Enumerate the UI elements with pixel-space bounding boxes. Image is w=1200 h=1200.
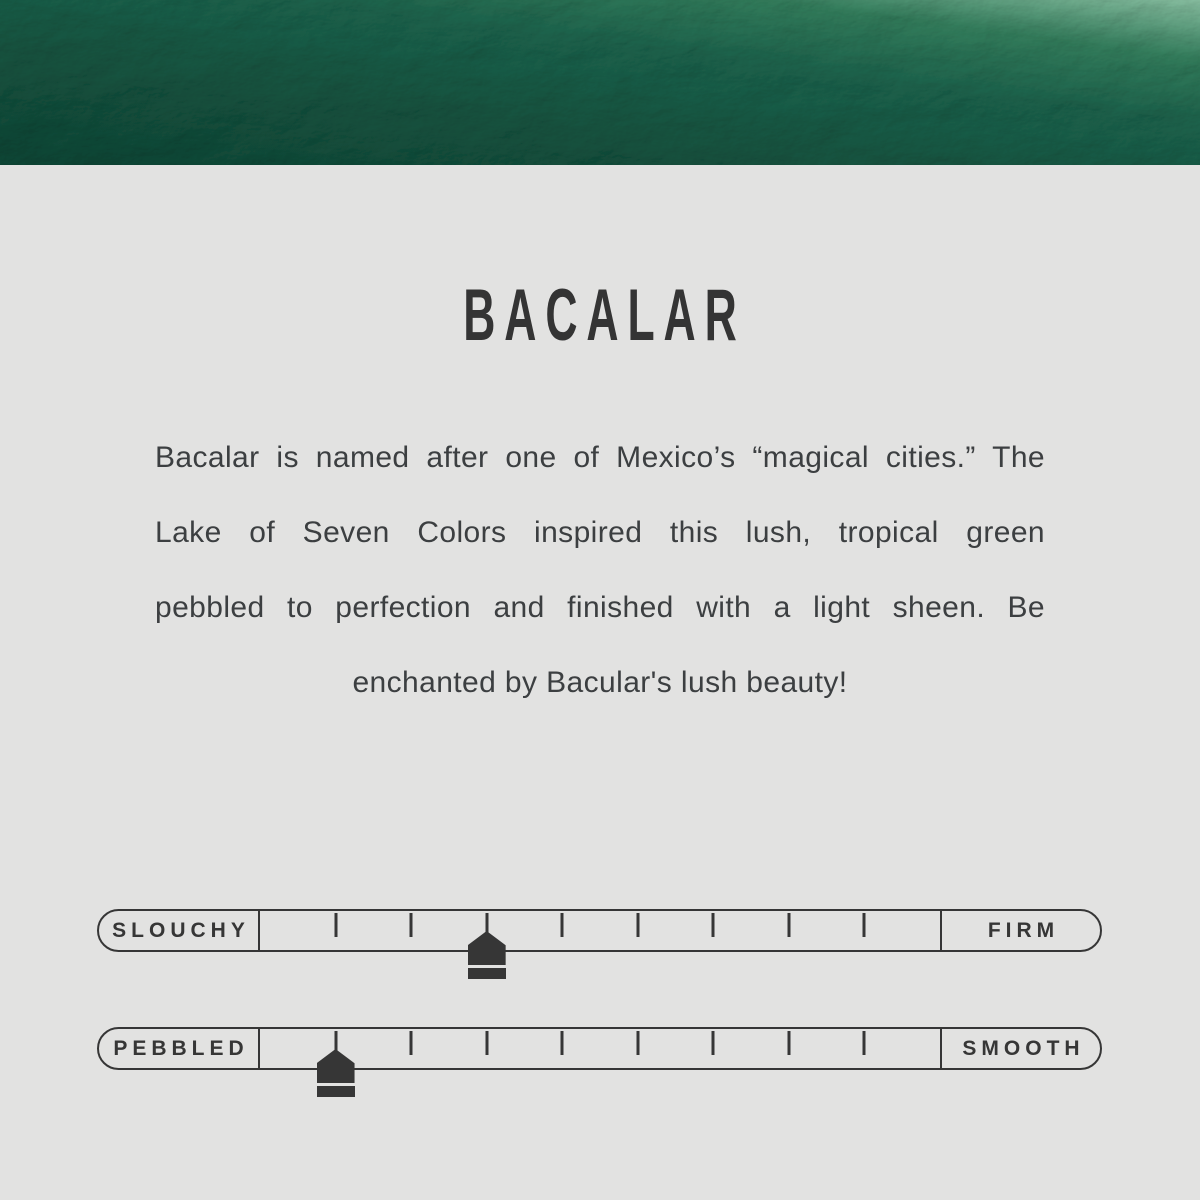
scale-tick bbox=[561, 913, 564, 937]
scale-track bbox=[260, 1029, 940, 1068]
description-line-3: pebbled to perfection and finished with a light sheen. Be bbox=[155, 591, 1045, 624]
scale-left-label-cell bbox=[99, 1029, 260, 1068]
scale-tick bbox=[485, 1031, 488, 1055]
description-line-4: enchanted by Bacular's lush beauty! bbox=[352, 666, 848, 699]
scale-tick bbox=[712, 913, 715, 937]
marker-base-icon bbox=[468, 968, 506, 979]
description-line-1: Bacalar is named after one of Mexico’s “magical cities.” The bbox=[155, 441, 1045, 474]
scale-left-label: SLOUCHY bbox=[112, 918, 250, 942]
leather-swatch-image bbox=[0, 0, 1200, 165]
scale-marker bbox=[468, 931, 506, 979]
scale-tick bbox=[712, 1031, 715, 1055]
scale-tick bbox=[485, 913, 488, 937]
scale-right-label-cell bbox=[940, 911, 1100, 950]
scale-tick bbox=[787, 913, 790, 937]
marker-base-icon bbox=[317, 1086, 355, 1097]
scale-right-label-cell bbox=[940, 1029, 1100, 1068]
scale-tick bbox=[787, 1031, 790, 1055]
scale-tick bbox=[863, 1031, 866, 1055]
scale-track bbox=[260, 911, 940, 950]
scale-tick bbox=[561, 1031, 564, 1055]
scale-right-label: SMOOTH bbox=[962, 1036, 1085, 1060]
scale-tick bbox=[636, 913, 639, 937]
pebbled-smooth-scale bbox=[97, 1027, 1102, 1070]
scale-left-label-cell bbox=[99, 911, 260, 950]
scale-left-label: PEBBLED bbox=[113, 1036, 249, 1060]
scale-tick bbox=[334, 1031, 337, 1055]
slouchy-firm-scale bbox=[97, 909, 1102, 952]
scale-right-label: FIRM bbox=[987, 918, 1060, 942]
page-title: BACALAR bbox=[463, 275, 746, 356]
scale-marker bbox=[317, 1049, 355, 1097]
scale-tick bbox=[410, 1031, 413, 1055]
description-paragraph bbox=[155, 420, 1045, 720]
scale-tick bbox=[636, 1031, 639, 1055]
scale-tick bbox=[863, 913, 866, 937]
leather-texture-graphic bbox=[0, 0, 1200, 165]
scale-tick bbox=[334, 913, 337, 937]
description-line-2: Lake of Seven Colors inspired this lush, tropical green bbox=[155, 516, 1045, 549]
scale-tick bbox=[410, 913, 413, 937]
